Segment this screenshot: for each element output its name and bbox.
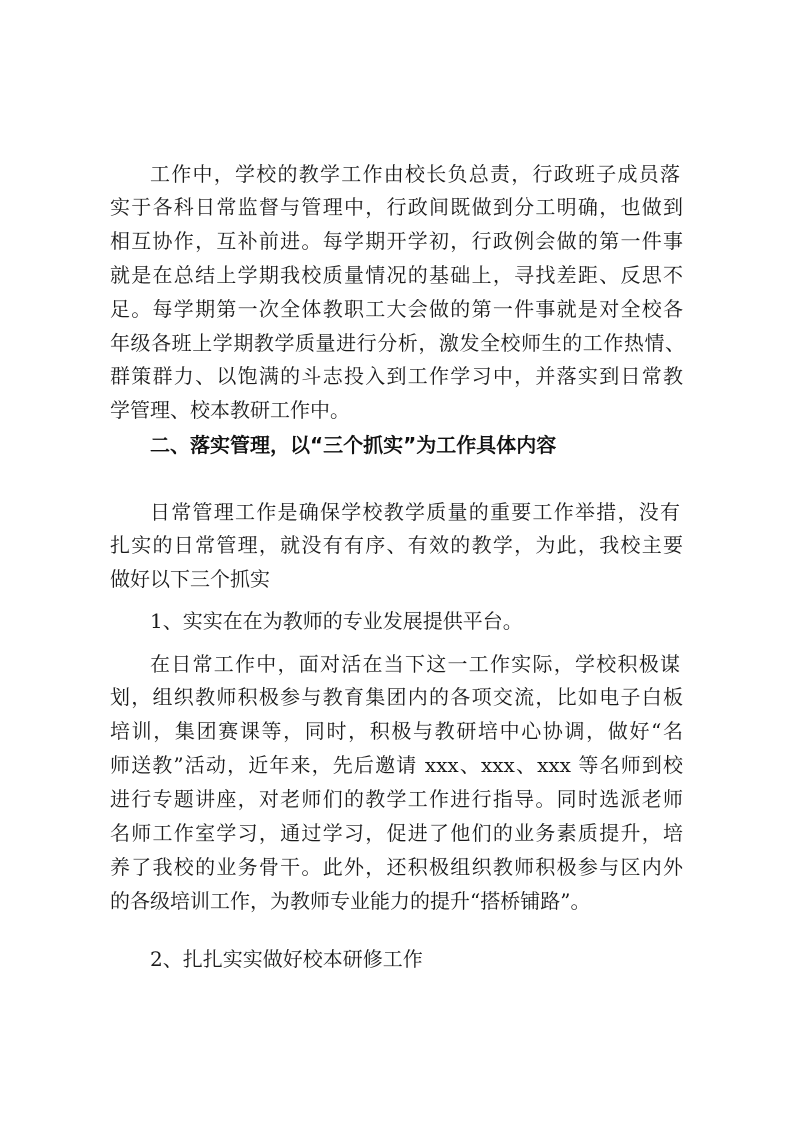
body-line bbox=[110, 363, 793, 389]
line-text: 年级各班上学期教学质量进行分析，激发全校师生的工作热情、 bbox=[110, 331, 685, 355]
body-line bbox=[110, 786, 793, 812]
line-text: 1、实实在在为教师的专业发展提供平台。 bbox=[150, 609, 523, 633]
line-text: 名师工作室学习，通过学习，促进了他们的业务素质提升，培 bbox=[110, 821, 683, 845]
body-line bbox=[110, 888, 793, 914]
heading-text: 二、落实管理，以“三个抓实”为工作具体内容 bbox=[150, 433, 557, 457]
body-line bbox=[110, 854, 793, 880]
subheading-line bbox=[150, 946, 793, 972]
body-line bbox=[110, 397, 793, 423]
body-line bbox=[110, 718, 793, 744]
line-text: 实于各科日常监督与管理中，行政间既做到分工明确，也做到 bbox=[110, 195, 683, 219]
line-text: 扎实的日常管理，就没有有序、有效的教学，为此，我校主要 bbox=[110, 533, 683, 557]
line-text: 养了我校的业务骨干。此外，还积极组织教师积极参与区内外 bbox=[110, 855, 683, 879]
subheading-line bbox=[150, 608, 793, 634]
body-line bbox=[110, 532, 793, 558]
line-text: 划，组织教师积极参与教育集团内的各项交流，比如电子白板 bbox=[110, 685, 683, 709]
body-line bbox=[110, 752, 793, 778]
line-text: 工作中，学校的教学工作由校长负总责，行政班子成员落 bbox=[150, 162, 680, 186]
line-text: 学管理、校本教研工作中。 bbox=[110, 398, 350, 422]
body-line bbox=[110, 228, 793, 254]
line-text: 进行专题讲座，对老师们的教学工作进行指导。同时选派老师 bbox=[110, 787, 683, 811]
line-text: 群策群力、以饱满的斗志投入到工作学习中，并落实到日常教 bbox=[110, 364, 683, 388]
body-line bbox=[150, 161, 793, 187]
body-line bbox=[110, 194, 793, 220]
body-line bbox=[110, 330, 793, 356]
section-heading bbox=[150, 432, 793, 458]
line-text: 培训，集团赛课等，同时，积极与教研培中心协调，做好“名 bbox=[110, 719, 683, 743]
body-line bbox=[110, 820, 793, 846]
line-text: 日常管理工作是确保学校教学质量的重要工作举措，没有 bbox=[150, 500, 680, 524]
body-line bbox=[110, 296, 793, 322]
body-line bbox=[150, 651, 793, 677]
body-line bbox=[110, 566, 793, 592]
line-text: 师送教”活动，近年来，先后邀请 xxx、xxx、xxx 等名师到校 bbox=[110, 753, 683, 777]
body-line bbox=[110, 262, 793, 288]
line-text: 就是在总结上学期我校质量情况的基础上，寻找差距、反思不 bbox=[110, 263, 683, 287]
line-text: 做好以下三个抓实 bbox=[110, 567, 270, 591]
line-text: 相互协作，互补前进。每学期开学初，行政例会做的第一件事 bbox=[110, 229, 683, 253]
line-text: 2、扎扎实实做好校本研修工作 bbox=[150, 947, 423, 971]
line-text: 足。每学期第一次全体教职工大会做的第一件事就是对全校各 bbox=[110, 297, 683, 321]
line-text: 的各级培训工作，为教师专业能力的提升“搭桥铺路”。 bbox=[110, 889, 591, 913]
body-line bbox=[150, 499, 793, 525]
body-line bbox=[110, 684, 793, 710]
line-text: 在日常工作中，面对活在当下这一工作实际，学校积极谋 bbox=[150, 652, 680, 676]
